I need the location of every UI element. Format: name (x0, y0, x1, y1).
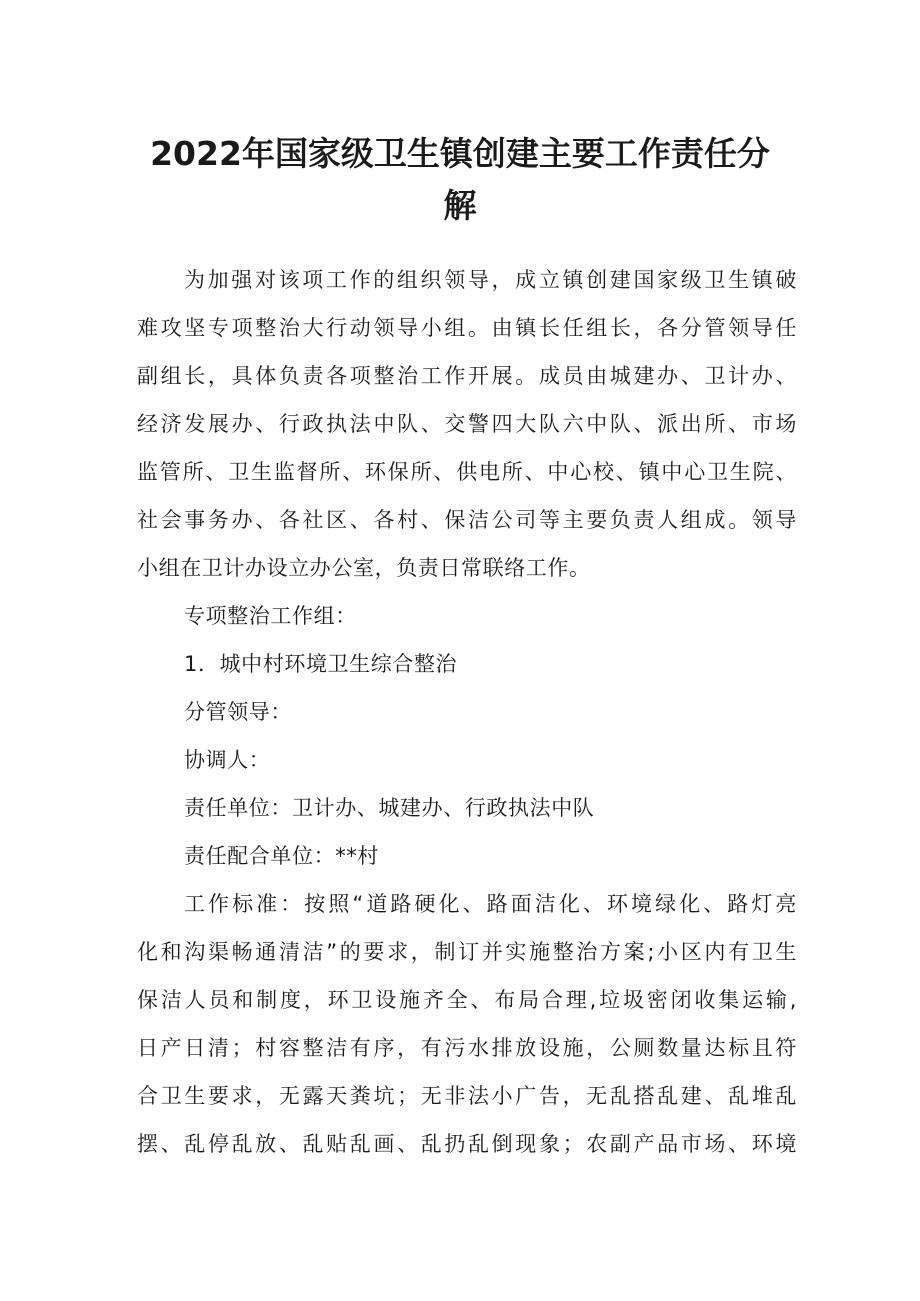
paragraph-line: 摆、乱停乱放、乱贴乱画、乱扔乱倒现象；农副产品市场、环境 (137, 1132, 797, 1156)
paragraph-line: 合卫生要求，无露天粪坑；无非法小广告，无乱搭乱建、乱堆乱 (137, 1084, 797, 1108)
paragraph-line: 难攻坚专项整治大行动领导小组。由镇长任组长，各分管领导任 (137, 316, 797, 340)
paragraph-line: 小组在卫计办设立办公室，负责日常联络工作。 (137, 556, 591, 580)
paragraph-line: 化和沟渠畅通清洁”的要求，制订并实施整治方案;小区内有卫生 (137, 940, 797, 964)
section-heading: 专项整治工作组： (184, 604, 357, 628)
paragraph-line: 社会事务办、各社区、各村、保洁公司等主要负责人组成。领导 (137, 508, 797, 532)
document-title-line-2: 解 (443, 186, 477, 225)
paragraph-line: 为加强对该项工作的组织领导，成立镇创建国家级卫生镇破 (184, 268, 797, 292)
paragraph-line: 副组长，具体负责各项整治工作开展。成员由城建办、卫计办、 (137, 364, 797, 388)
paragraph-line: 保洁人员和制度，环卫设施齐全、布局合理,垃圾密闭收集运输, (137, 988, 797, 1012)
item-heading: 1．城中村环境卫生综合整治 (184, 652, 458, 676)
paragraph-line: 工作标准：按照“道路硬化、路面洁化、环境绿化、路灯亮 (184, 892, 797, 916)
paragraph-line: 日产日清；村容整洁有序，有污水排放设施，公厕数量达标且符 (137, 1036, 797, 1060)
paragraph-line: 监管所、卫生监督所、环保所、供电所、中心校、镇中心卫生院、 (137, 460, 797, 484)
document-title-line-1: 2022年国家级卫生镇创建主要工作责任分 (150, 134, 770, 173)
paragraph-line: 经济发展办、行政执法中队、交警四大队六中队、派出所、市场 (137, 412, 797, 436)
field-supervising-leader: 分管领导： (184, 700, 292, 724)
field-cooperating-units: 责任配合单位：**村 (184, 844, 379, 868)
field-responsible-units: 责任单位：卫计办、城建办、行政执法中队 (184, 796, 595, 820)
field-coordinator: 协调人： (184, 748, 271, 772)
